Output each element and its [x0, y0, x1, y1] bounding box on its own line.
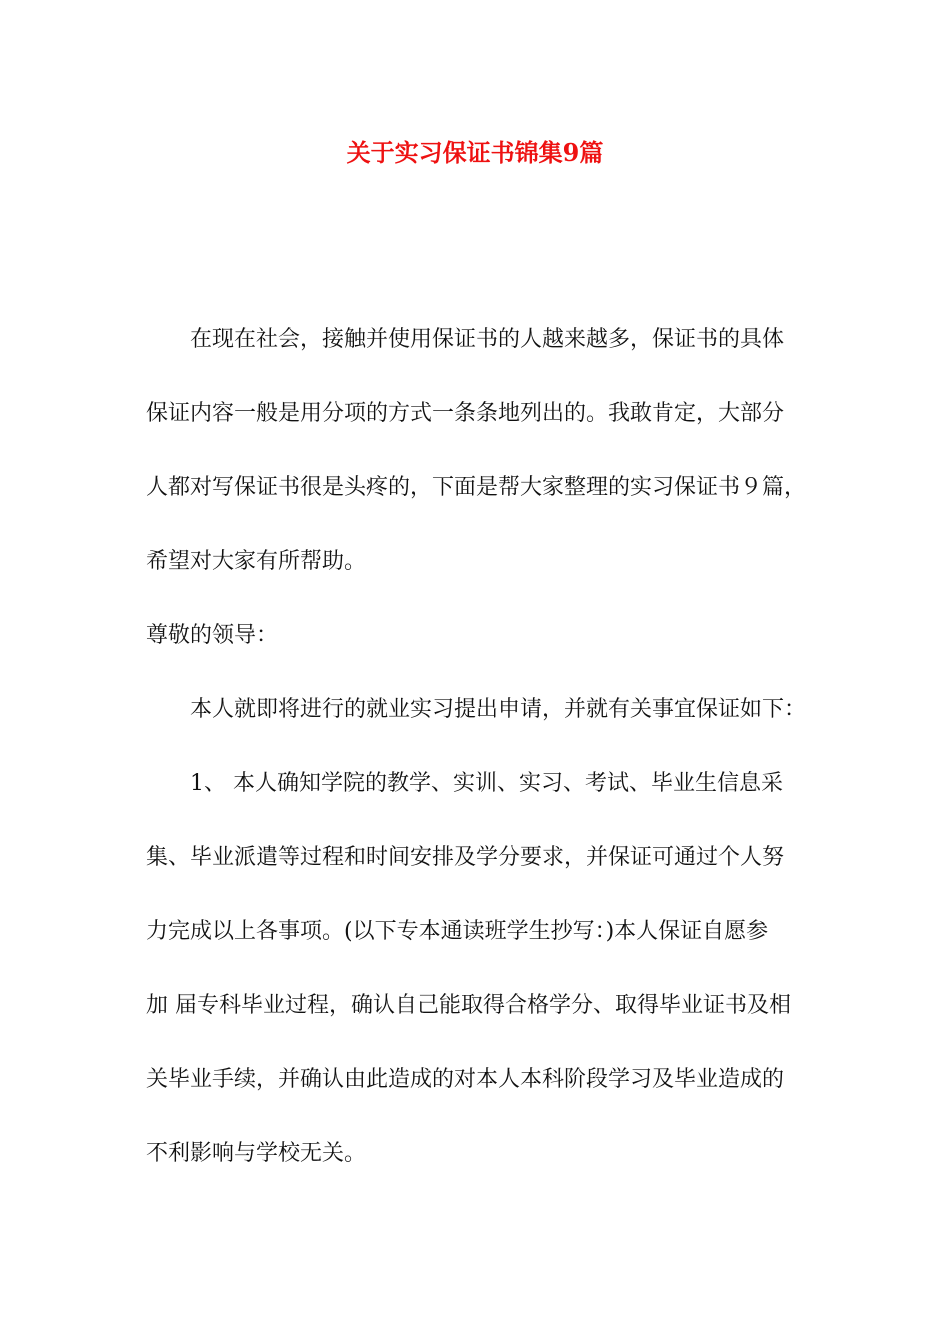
paragraph-line: 本人就即将进行的就业实习提出申请，并就有关事宜保证如下： [190, 697, 807, 722]
paragraph-salutation [146, 599, 826, 673]
paragraph-line: 关毕业手续，并确认由此造成的对本人本科阶段学习及毕业造成的 [146, 1067, 785, 1092]
paragraph-line: 在现在社会，接触并使用保证书的人越来越多，保证书的具体 [190, 327, 785, 352]
paragraph-line: 尊敬的领导： [146, 623, 279, 648]
paragraph-line: 希望对大家有所帮助。 [146, 549, 367, 574]
paragraph-line: 人都对写保证书很是头疼的，下面是帮大家整理的实习保证书９篇， [146, 475, 807, 500]
paragraph-line: 保证内容一般是用分项的方式一条条地列出的。我敢肯定，大部分 [146, 401, 785, 426]
paragraph-line: 1、 本人确知学院的教学、实训、实习、考试、毕业生信息采 [190, 771, 783, 796]
document-title: 关于实习保证书锦集9篇 [346, 138, 604, 167]
paragraph-line: 不利影响与学校无关。 [146, 1141, 367, 1166]
paragraph-line: 集、毕业派遣等过程和时间安排及学分要求，并保证可通过个人努 [146, 845, 785, 870]
paragraph-line: 加 届专科毕业过程，确认自己能取得合格学分、取得毕业证书及相 [146, 993, 791, 1018]
paragraph-item-1 [146, 747, 826, 1191]
paragraph-statement [146, 673, 826, 747]
paragraph-line: 力完成以上各事项。(以下专本通读班学生抄写：)本人保证自愿参 [146, 919, 769, 944]
paragraph-intro [146, 303, 826, 599]
document-body [146, 303, 826, 1191]
